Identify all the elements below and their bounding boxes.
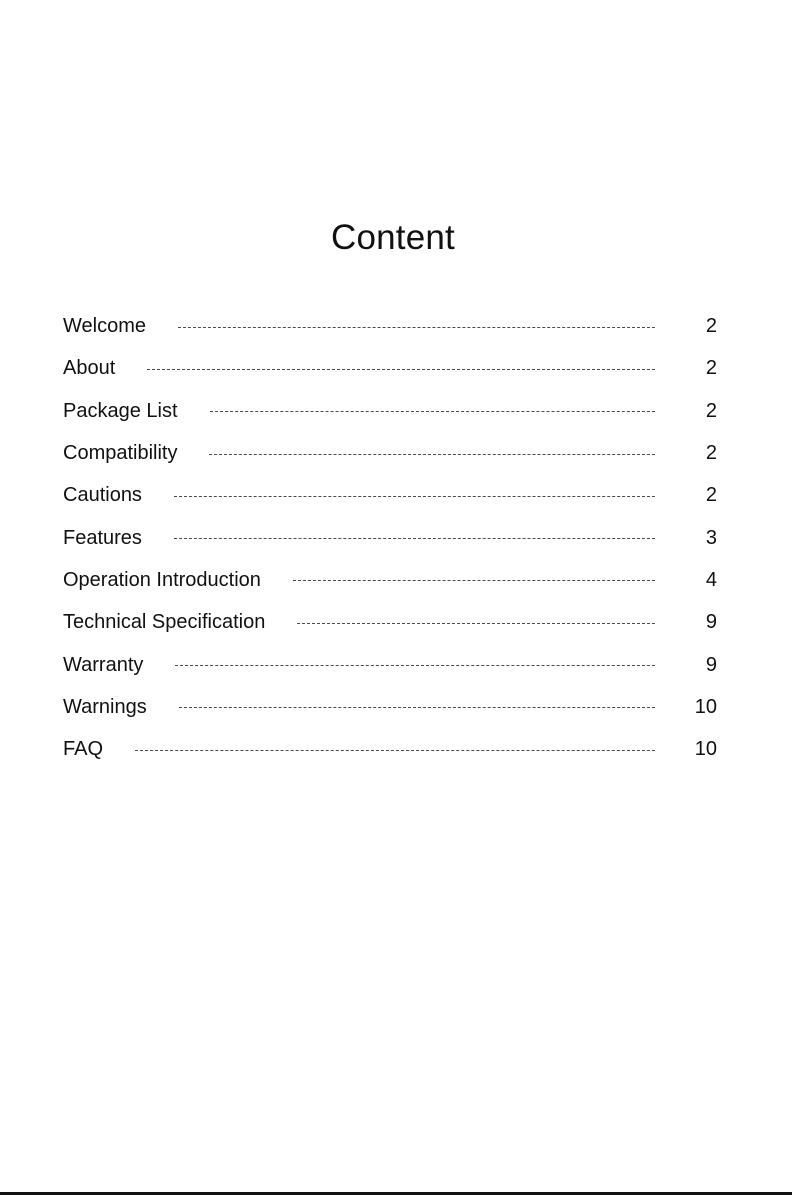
toc-entry-label: Operation Introduction bbox=[63, 568, 261, 591]
toc-entry-label: Cautions bbox=[63, 484, 142, 507]
dotted-leader bbox=[174, 538, 655, 539]
toc-entry-package-list[interactable] bbox=[63, 390, 717, 432]
dotted-leader bbox=[178, 327, 655, 328]
toc-page-number: 4 bbox=[705, 568, 717, 591]
toc-entry-label: Technical Specification bbox=[63, 611, 266, 634]
table-of-contents bbox=[63, 305, 717, 770]
dotted-leader bbox=[147, 369, 655, 370]
toc-entry-technical-specification[interactable] bbox=[63, 601, 717, 643]
toc-entry-label: About bbox=[63, 357, 116, 380]
toc-page-number: 2 bbox=[705, 442, 717, 465]
toc-entry-label: Package List bbox=[63, 399, 178, 422]
dotted-leader bbox=[174, 496, 655, 497]
page-title: Content bbox=[331, 218, 455, 257]
toc-page-number: 9 bbox=[705, 653, 717, 676]
toc-entry-welcome[interactable] bbox=[63, 305, 717, 347]
toc-page-number: 3 bbox=[705, 526, 717, 549]
toc-page-number: 2 bbox=[705, 315, 717, 338]
toc-page-number: 10 bbox=[694, 695, 717, 718]
dotted-leader bbox=[210, 411, 655, 412]
toc-entry-features[interactable] bbox=[63, 516, 717, 558]
toc-entry-about[interactable] bbox=[63, 347, 717, 389]
dotted-leader bbox=[135, 750, 655, 751]
toc-page-number: 2 bbox=[705, 484, 717, 507]
dotted-leader bbox=[293, 580, 655, 581]
toc-entry-label: Compatibility bbox=[63, 442, 178, 465]
toc-entry-label: FAQ bbox=[63, 738, 104, 761]
toc-entry-label: Features bbox=[63, 526, 142, 549]
toc-entry-label: Warnings bbox=[63, 695, 147, 718]
toc-entry-warranty[interactable] bbox=[63, 643, 717, 685]
dotted-leader bbox=[175, 665, 655, 666]
toc-entry-faq[interactable] bbox=[63, 728, 717, 770]
toc-entry-label: Warranty bbox=[63, 653, 144, 676]
toc-entry-operation-introduction[interactable] bbox=[63, 559, 717, 601]
dotted-leader bbox=[209, 454, 655, 455]
toc-entry-label: Welcome bbox=[63, 315, 146, 338]
toc-entry-compatibility[interactable] bbox=[63, 432, 717, 474]
toc-page-number: 10 bbox=[694, 738, 717, 761]
toc-page-number: 2 bbox=[705, 357, 717, 380]
toc-entry-cautions[interactable] bbox=[63, 474, 717, 516]
dotted-leader bbox=[297, 623, 655, 624]
toc-page-number: 9 bbox=[705, 611, 717, 634]
dotted-leader bbox=[179, 707, 655, 708]
toc-entry-warnings[interactable] bbox=[63, 686, 717, 728]
toc-page-number: 2 bbox=[705, 399, 717, 422]
